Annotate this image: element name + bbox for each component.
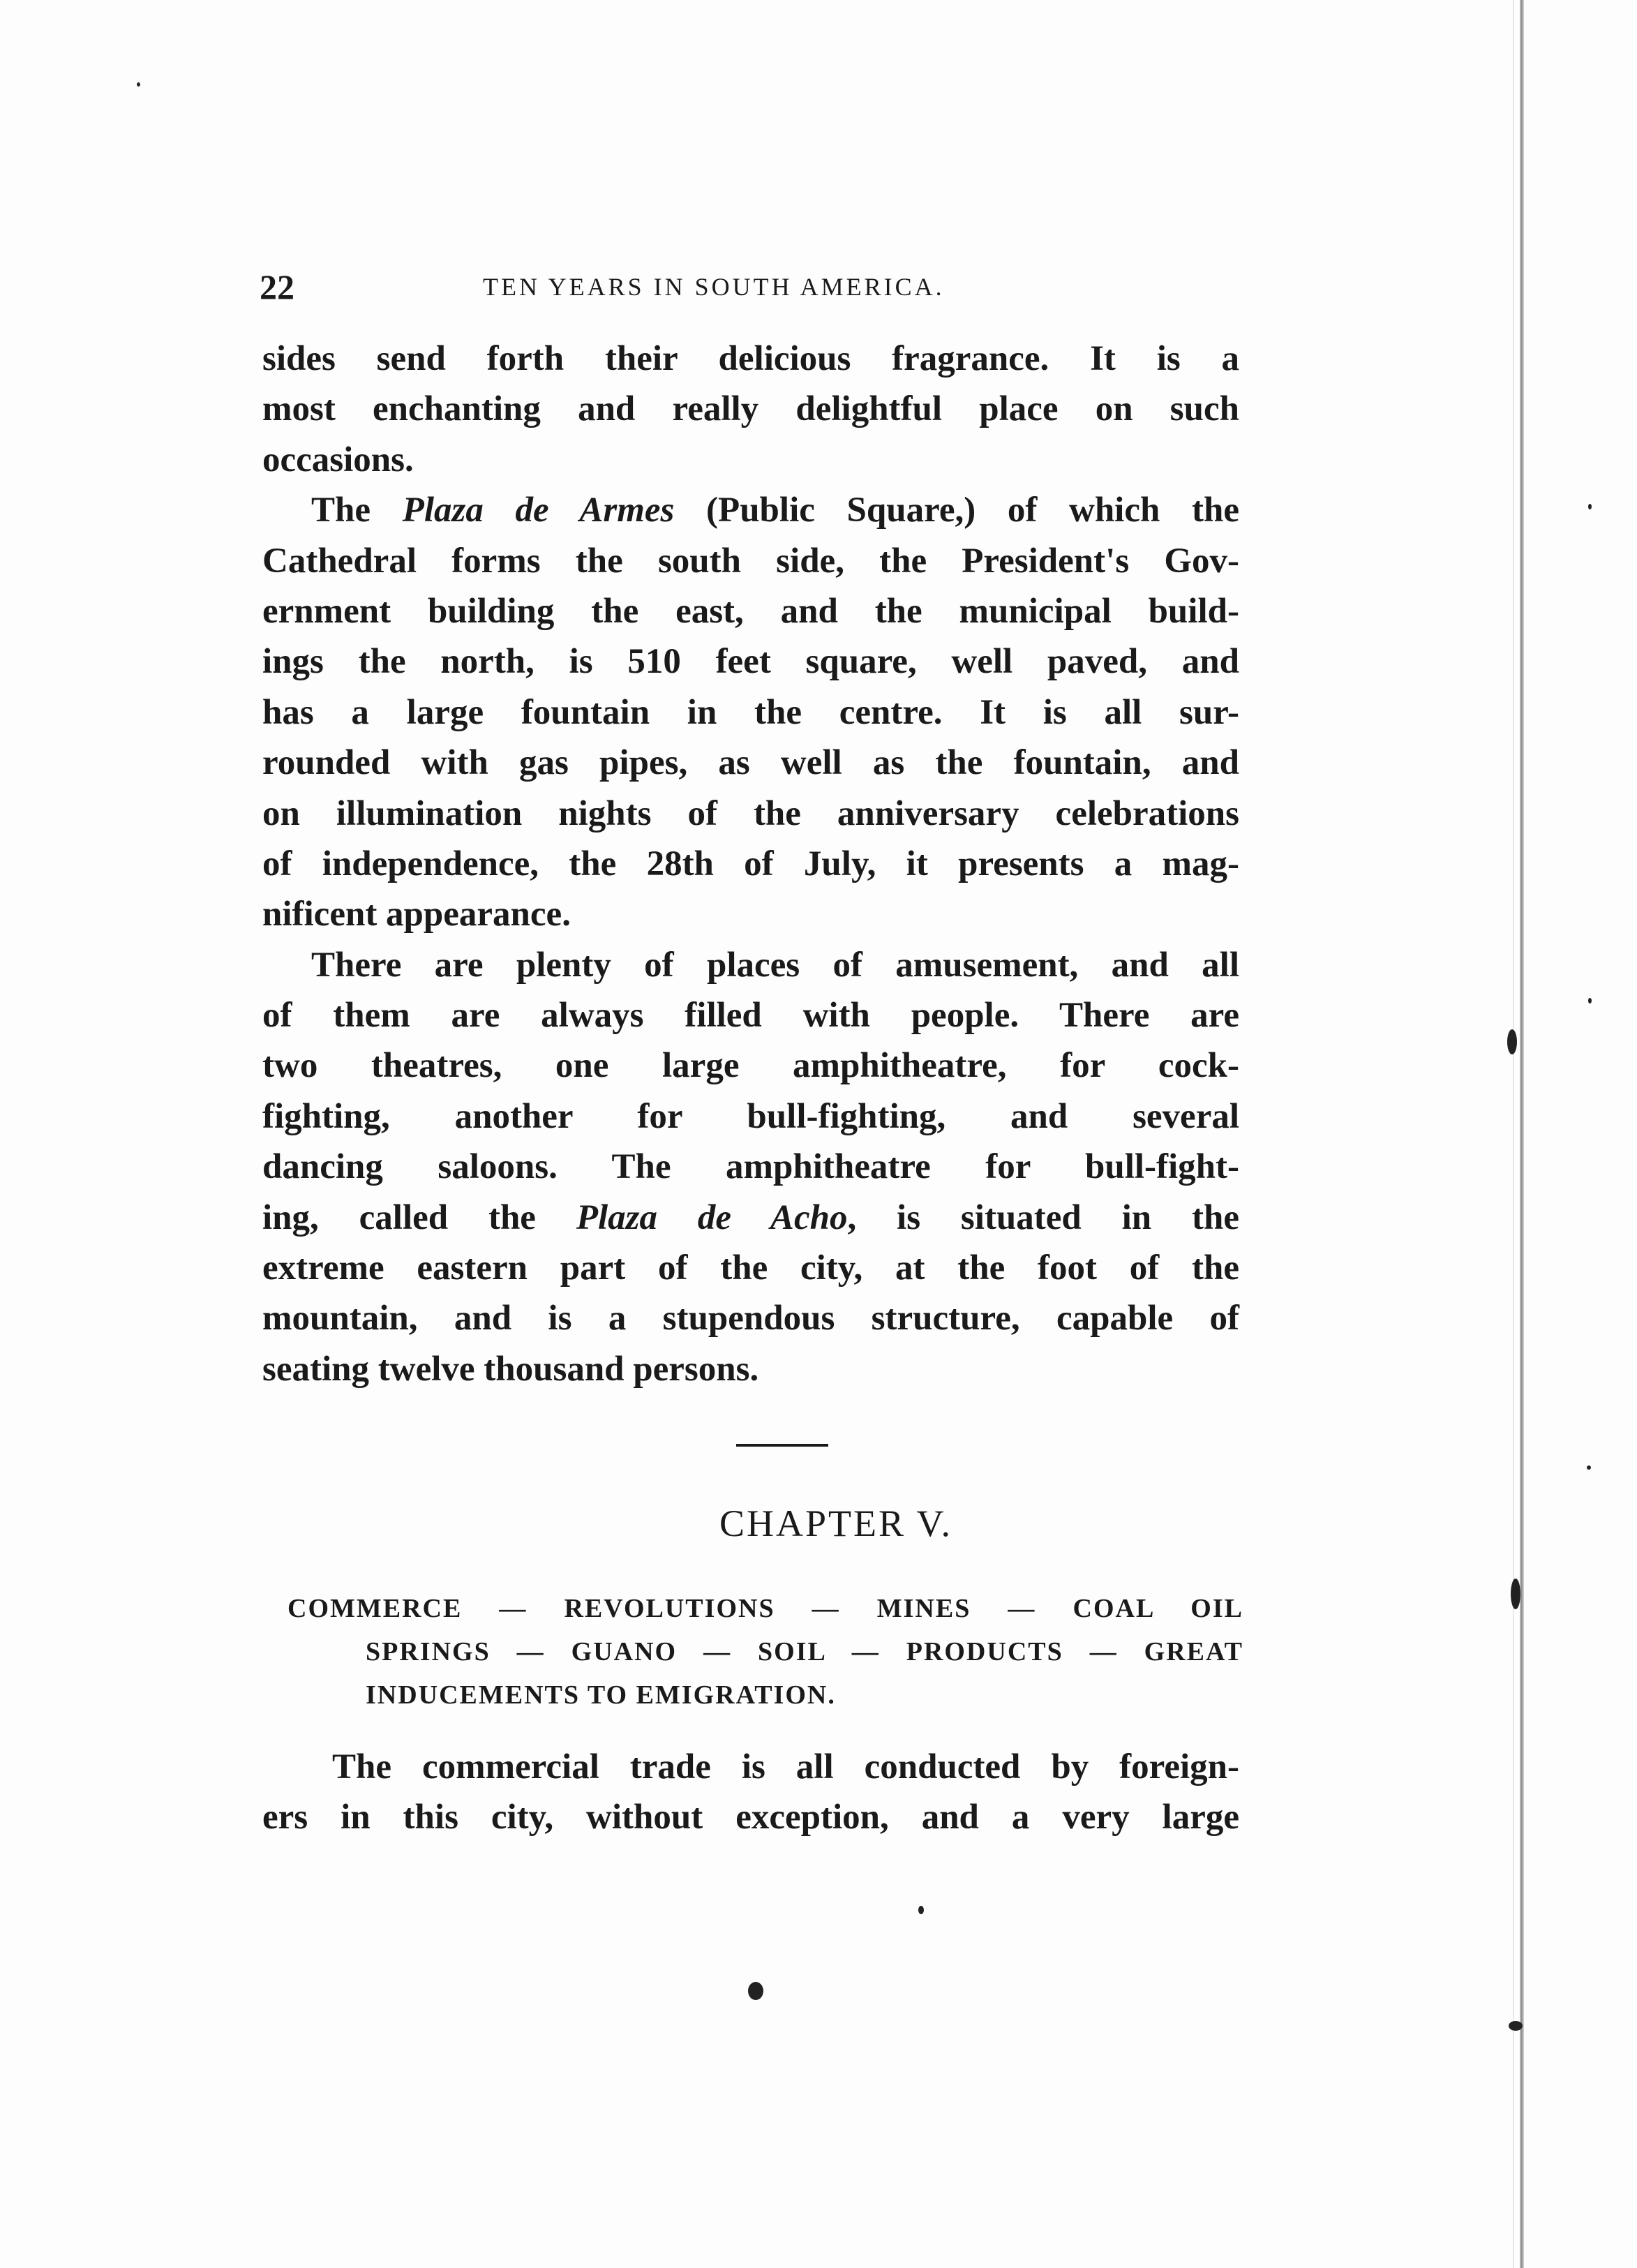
text-line: occasions. bbox=[262, 440, 414, 479]
text-line: There are plenty of places of amusement, and all bbox=[311, 945, 1239, 985]
text-line: ernment building the east, and the municipal build- bbox=[262, 591, 1239, 631]
text-line: most enchanting and really delightful place on such bbox=[262, 389, 1239, 429]
italic-place-name: Plaza de Armes bbox=[402, 491, 675, 530]
section-divider bbox=[736, 1444, 828, 1447]
scan-speck bbox=[1509, 2021, 1523, 2031]
synopsis-line: INDUCEMENTS TO EMIGRATION. bbox=[366, 1680, 836, 1710]
scan-speck bbox=[1588, 998, 1592, 1004]
chapter-opening-text bbox=[262, 1742, 1239, 1842]
text-line: The Plaza de Armes (Public Square,) of which the bbox=[311, 491, 1239, 530]
italic-place-name: Plaza de Acho bbox=[576, 1198, 848, 1237]
scan-speck bbox=[1587, 1465, 1591, 1470]
scan-speck bbox=[1507, 1029, 1517, 1054]
scan-speck bbox=[1511, 1579, 1520, 1609]
synopsis-line: SPRINGS — GUANO — SOIL — PRODUCTS — GREAT bbox=[366, 1637, 1243, 1666]
scan-edge-shadow bbox=[1513, 0, 1514, 2268]
scan-speck bbox=[918, 1906, 924, 1914]
scan-edge-line bbox=[1520, 0, 1524, 2268]
body-text bbox=[262, 334, 1239, 1394]
scan-speck bbox=[1588, 504, 1592, 509]
running-title: TEN YEARS IN SOUTH AMERICA. bbox=[483, 273, 945, 301]
text-line: seating twelve thousand persons. bbox=[262, 1349, 759, 1389]
text-line: on illumination nights of the anniversary celebrations bbox=[262, 793, 1239, 833]
text-line: ings the north, is 510 feet square, well paved, and bbox=[262, 642, 1239, 682]
text-line: has a large fountain in the centre. It is all sur- bbox=[262, 692, 1239, 732]
text-line: of them are always filled with people. There are bbox=[262, 996, 1239, 1036]
chapter-synopsis bbox=[287, 1587, 1243, 1717]
text-line: nificent appearance. bbox=[262, 895, 571, 934]
text-line: The commercial trade is all conducted by foreign- bbox=[332, 1747, 1239, 1786]
text-line: sides send forth their delicious fragrance. It is a bbox=[262, 339, 1239, 378]
synopsis-line: COMMERCE — REVOLUTIONS — MINES — COAL OIL bbox=[287, 1594, 1243, 1623]
scan-speck bbox=[137, 82, 140, 87]
text-line: two theatres, one large amphitheatre, for cock- bbox=[262, 1046, 1239, 1086]
text-line: Cathedral forms the south side, the President's Gov- bbox=[262, 541, 1239, 581]
text-line: ers in this city, without exception, and a very large bbox=[262, 1798, 1239, 1837]
scan-speck bbox=[748, 1982, 763, 2000]
text-line: rounded with gas pipes, as well as the fountain, and bbox=[262, 743, 1239, 783]
text-line: ing, called the Plaza de Acho, is situated in the bbox=[262, 1198, 1239, 1237]
chapter-title: CHAPTER V. bbox=[719, 1502, 953, 1544]
text-line: of independence, the 28th of July, it presents a mag- bbox=[262, 844, 1239, 883]
text-line: extreme eastern part of the city, at the foot of the bbox=[262, 1248, 1239, 1288]
page-number: 22 bbox=[260, 267, 294, 306]
text-line: dancing saloons. The amphitheatre for bull-fight- bbox=[262, 1147, 1239, 1187]
text-line: mountain, and is a stupendous structure, capable of bbox=[262, 1299, 1239, 1338]
text-line: fighting, another for bull-fighting, and several bbox=[262, 1096, 1239, 1136]
page-header bbox=[260, 267, 1229, 308]
